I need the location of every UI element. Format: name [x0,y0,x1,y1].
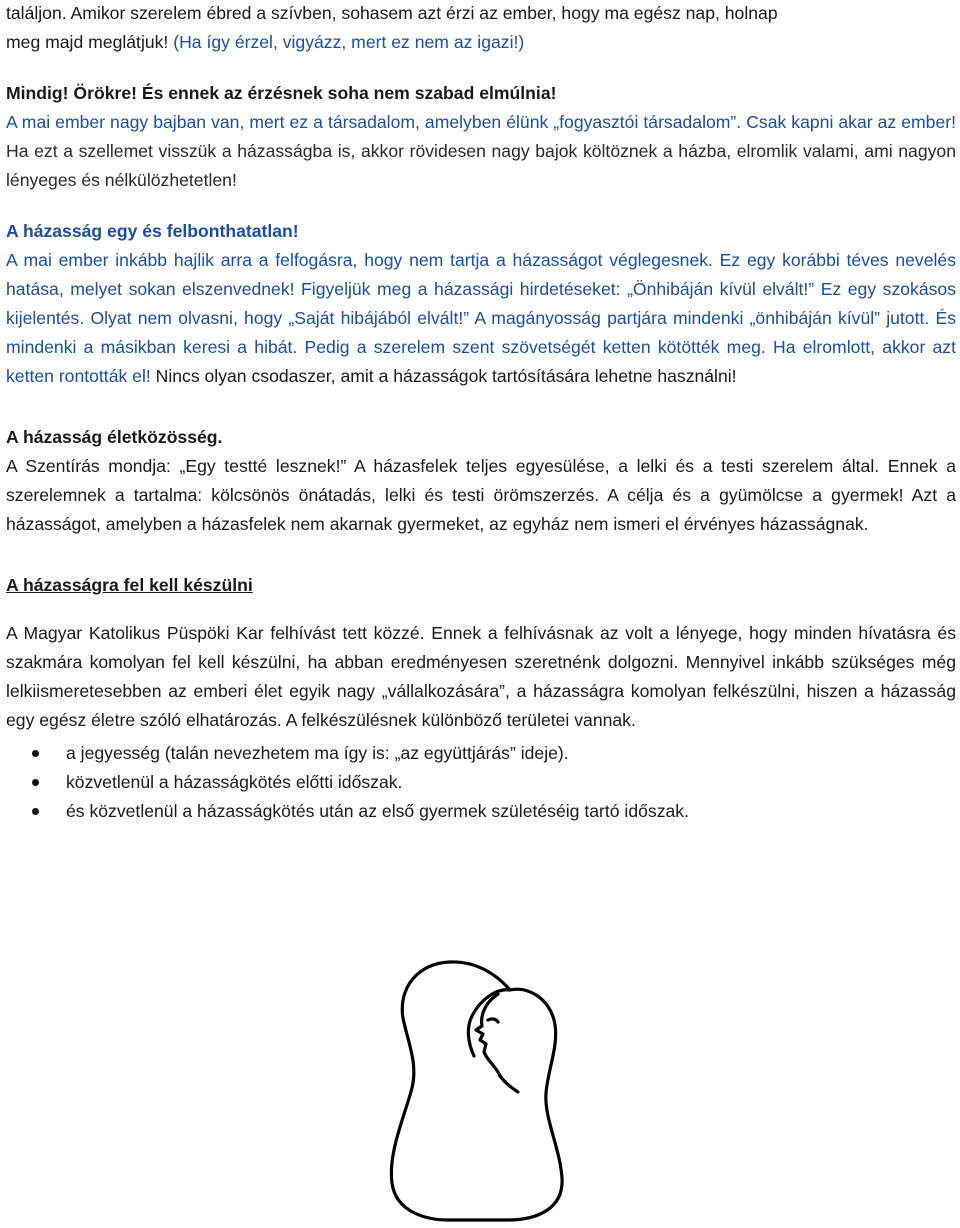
embracing-couple-icon [388,958,566,1224]
heading-preparation: A házasságra fel kell készülni [6,575,253,595]
intro-warning: (Ha így érzel, vigyázz, mert ez nem az igazi!) [173,32,525,52]
preparation-list [6,739,956,826]
preparation-paragraph: A Magyar Katolikus Püspöki Kar felhívást tett közzé. Ennek a felhívásnak az volt a lényege, hogy minden hívatásra és szakmára komolyan fel kell készülni, ha abban eredményesen szeretnénk dolgozni. Mennyivel inkább szükséges még lelkiismeretesebben az emberi élet egyik nagy „vállalkozására”, a házasságra komolyan felkészülni, hiszen a házasság egy egész életre szóló elhatározás. A felkészülésnek különböző területei vannak. [6,623,956,730]
indissoluble-body: A mai ember inkább hajlik arra a felfogásra, hogy nem tartja a házasságot véglegesnek. Ez egy korábbi téves nevelés hatása, melyet sokan elszenvednek! Figyeljük meg a házassági hirdetéseket: „Önhibáján kívül elvált!” Ez egy szokásos kijelentés. Olyat nem olvasni, hogy „Saját hibájából elvált!” A magányosság partjára mindenki „önhibáján kívül” jutott. És mindenki a másikban keresi a hibát. Pedig a szerelem szent szövetségét ketten kötötték meg. Ha elromlott, akkor azt ketten rontották el! [6,250,956,386]
life-community-paragraph: A Szentírás mondja: „Egy testté lesznek!” A házasfelek teljes egyesülése, a lelki és a testi szerelem által. Ennek a szerelemnek a tartalma: kölcsönös önátadás, lelki és testi örömszerzés. A célja és a gyümölcse a gyermek! Azt a házasságot, amelyben a házasfelek nem akarnak gyermeket, az egyház nem ismeri el érvényes házasságnak. [6,456,956,534]
document-page [6,0,956,826]
heading-indissoluble: A házasság egy és felbonthatatlan! [6,221,299,241]
spirit-warning-text: Ha ezt a szellemet visszük a házasságba is, akkor rövidesen nagy bajok költöznek a házba, elromlik valami, ami nagyon lényeges és nélkülözhetetlen! [6,141,956,190]
list-item: és közvetlenül a házasságkötés után az első gyermek születéséig tartó időszak. [6,797,956,826]
indissoluble-closing: Nincs olyan csodaszer, amit a házasságok tartósítására lehetne használni! [155,366,737,386]
list-item: közvetlenül a házasságkötés előtti időszak. [6,768,956,797]
intro-paragraph [6,0,956,57]
list-item: a jegyesség (talán nevezhetem ma így is: „az együttjárás” ideje). [6,739,956,768]
consumer-society-text: A mai ember nagy bajban van, mert ez a társadalom, amelyben élünk „fogyasztói társadalom”. Csak kapni akar az ember! [6,112,956,132]
intro-line2: meg majd meglátjuk! [6,32,174,52]
forever-bold: Mindig! Örökre! És ennek az érzésnek soha nem szabad elmúlnia! [6,83,557,103]
indissoluble-paragraph [6,246,956,391]
intro-line1: találjon. Amikor szerelem ébred a szívben, sohasem azt érzi az ember, hogy ma egész nap, holnap [6,3,778,23]
forever-paragraph [6,79,956,195]
heading-life-community: A házasság életközösség. [6,427,223,447]
